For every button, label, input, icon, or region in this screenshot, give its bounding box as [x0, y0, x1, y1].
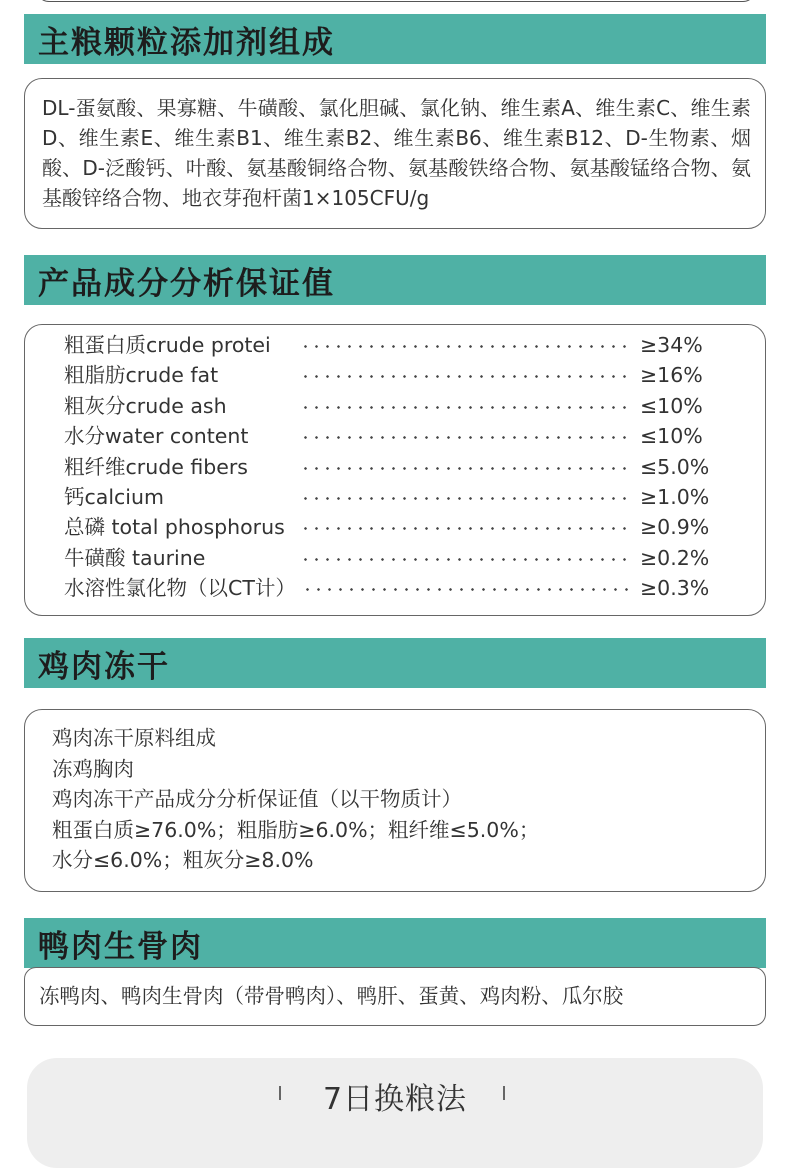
nutrient-value: ≥1.0% [640, 485, 710, 509]
nutrient-value: ≥34% [640, 333, 703, 357]
duck-card [24, 967, 766, 1026]
analysis-header [24, 255, 766, 305]
analysis-row [64, 573, 744, 603]
analysis-row [64, 391, 744, 421]
additives-text: DL-蛋氨酸、果寡糖、牛磺酸、氯化胆碱、氯化钠、维生素A、维生素C、维生素D、维生素E、维生素B1、维生素B2、维生素B6、维生素B12、D-生物素、烟酸、D-泛酸钙、叶酸、氨基酸铜络合物、氨基酸铁络合物、氨基酸锰络合物、氨基酸锌络合物、地衣芽孢杆菌1×105CFU/g [42, 96, 751, 210]
freeze-dried-line: 鸡肉冻干原料组成 [52, 726, 216, 750]
additives-card [24, 78, 766, 229]
dot-leader [300, 406, 634, 409]
duck-header [24, 918, 766, 968]
analysis-row [64, 512, 744, 542]
duck-text: 冻鸭肉、鸭肉生骨肉（带骨鸭肉）、鸭肝、蛋黄、鸡肉粉、瓜尔胶 [39, 984, 624, 1008]
nutrient-value: ≤10% [640, 393, 703, 418]
analysis-title: 产品成分分析保证值 [38, 265, 335, 302]
nutrient-name: 水分water content [64, 421, 252, 451]
nutrient-name: 牛磺酸 taurine [64, 543, 209, 573]
dot-leader [302, 588, 634, 591]
freeze-dried-line: 粗蛋白质≥76.0%；粗脂肪≥6.0%；粗纤维≤5.0%； [52, 817, 540, 842]
dot-leader [300, 467, 634, 470]
dot-leader [300, 345, 634, 348]
freeze-dried-header [24, 638, 766, 688]
freeze-dried-line: 冻鸡胸肉 [52, 756, 134, 781]
freeze-dried-line: 鸡肉冻干产品成分分析保证值（以干物质计） [52, 787, 462, 811]
nutrient-value: ≤5.0% [640, 454, 710, 479]
nutrient-name: 粗纤维crude fibers [64, 452, 252, 482]
analysis-row [64, 543, 744, 573]
analysis-row [64, 452, 744, 482]
nutrient-name: 总磷 total phosphorus [64, 512, 289, 542]
nutrient-name: 粗脂肪crude fat [64, 360, 222, 390]
dot-leader [300, 558, 634, 561]
additives-header [24, 14, 766, 64]
freeze-dried-line: 水分≤6.0%；粗灰分≥8.0% [52, 848, 314, 872]
nutrient-value: ≥0.9% [640, 515, 710, 540]
nutrient-value: ≥0.3% [640, 576, 710, 601]
dot-leader [300, 497, 634, 500]
title-divider-right [503, 1086, 505, 1100]
dot-leader [300, 436, 634, 439]
nutrient-name: 钙calcium [64, 482, 168, 512]
dot-leader [300, 375, 634, 378]
previous-card-edge [36, 0, 756, 2]
freeze-dried-title: 鸡肉冻干 [38, 648, 170, 685]
nutrient-value: ≤10% [640, 424, 703, 449]
dot-leader [300, 527, 634, 530]
nutrient-value: ≥16% [640, 363, 703, 388]
switch-method-title: 7日换粮法 [322, 1082, 468, 1117]
analysis-row [64, 330, 744, 360]
analysis-row [64, 421, 744, 451]
nutrient-value: ≥0.2% [640, 545, 710, 570]
nutrient-name: 粗灰分crude ash [64, 391, 231, 421]
freeze-dried-card [24, 709, 766, 892]
additives-title: 主粮颗粒添加剂组成 [38, 24, 335, 61]
nutrient-name: 水溶性氯化物（以CT计） [64, 573, 300, 603]
duck-title: 鸭肉生骨肉 [38, 928, 203, 965]
nutrient-name: 粗蛋白质crude protei [64, 330, 275, 360]
analysis-row [64, 482, 744, 512]
analysis-row [64, 360, 744, 390]
